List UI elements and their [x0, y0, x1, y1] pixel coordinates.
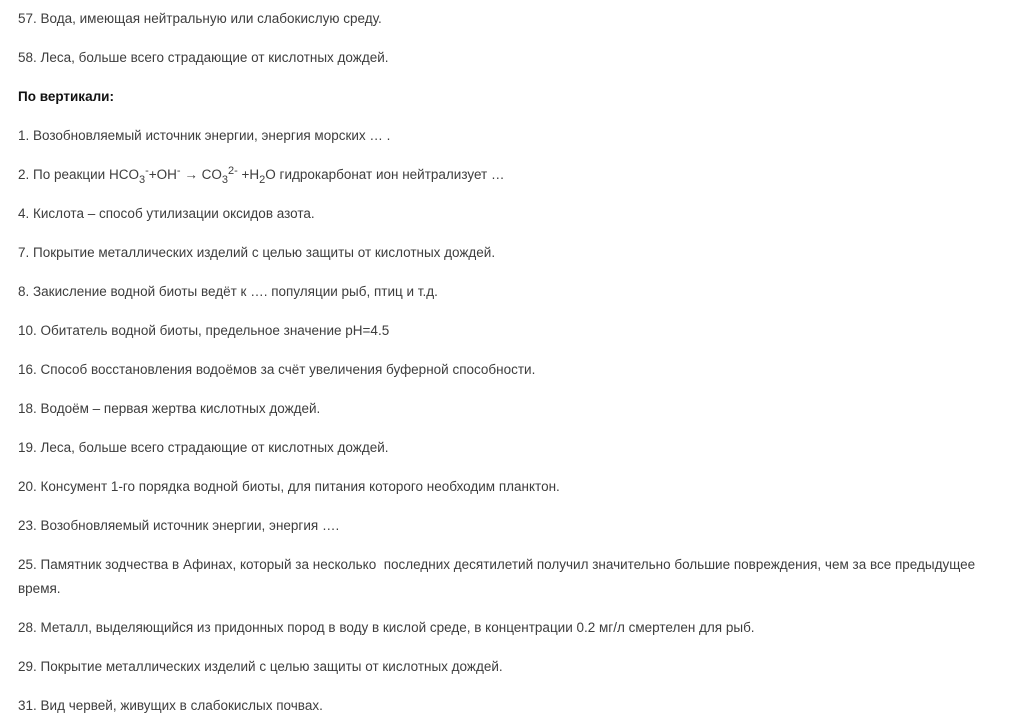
clue-number: 58. — [18, 50, 41, 65]
clue-text: Возобновляемый источник энергии, энергия …. — [40, 518, 340, 533]
clue-text: Покрытие металлических изделий с целью защиты от кислотных дождей. — [33, 245, 496, 260]
clue-item — [18, 319, 1012, 343]
clue-number: 8. — [18, 284, 34, 299]
clue-item — [18, 124, 1012, 148]
formula-sup: - — [176, 165, 181, 177]
clue-number: 4. — [18, 206, 34, 221]
clue-number: 25. — [18, 557, 41, 572]
formula-text: По реакции HCO — [33, 167, 139, 182]
clue-text: Леса, больше всего страдающие от кислотных дождей. — [40, 440, 389, 455]
clue-number: 2. — [18, 167, 34, 182]
clue-item — [18, 280, 1012, 304]
clue-number: 19. — [18, 440, 41, 455]
clue-text: Вода, имеющая нейтральную или слабокислую среду. — [40, 11, 382, 26]
clue-number: 18. — [18, 401, 41, 416]
clue-number: 57. — [18, 11, 41, 26]
clue-item — [18, 655, 1012, 679]
clue-text: Консумент 1-го порядка водной биоты, для питания которого необходим планктон. — [40, 479, 560, 494]
clue-number: 23. — [18, 518, 41, 533]
formula-text: → CO — [180, 167, 222, 182]
formula-text: O гидрокарбонат ион нейтрализует … — [265, 167, 505, 182]
clue-item — [18, 616, 1012, 640]
clue-text: Закисление водной биоты ведёт к …. популяции рыб, птиц и т.д. — [33, 284, 438, 299]
clue-item — [18, 241, 1012, 265]
clue-number: 29. — [18, 659, 41, 674]
formula-sup: - — [145, 165, 149, 177]
clue-item — [18, 553, 1012, 601]
clue-item — [18, 397, 1012, 421]
formula-sub: 3 — [138, 174, 146, 186]
formula-text: +H — [237, 167, 260, 182]
clue-text: Леса, больше всего страдающие от кислотных дождей. — [40, 50, 389, 65]
section-heading-vertical: По вертикали: — [18, 89, 114, 104]
clue-number: 16. — [18, 362, 41, 377]
clue-text: Обитатель водной биоты, предельное значение pH=4.5 — [40, 323, 390, 338]
clue-text: Возобновляемый источник энергии, энергия морских … . — [33, 128, 391, 143]
clue-item — [18, 514, 1012, 538]
formula-sub: 3 — [221, 174, 228, 186]
clue-number: 31. — [18, 698, 41, 713]
clue-number: 20. — [18, 479, 41, 494]
clue-list-across-tail — [18, 7, 1012, 70]
clue-text — [33, 165, 505, 186]
formula-sup: 2- — [227, 165, 238, 177]
clue-list-vertical — [18, 124, 1012, 718]
clue-item — [18, 46, 1012, 70]
clue-item — [18, 475, 1012, 499]
clue-item — [18, 7, 1012, 31]
formula-text: +OH — [148, 167, 177, 182]
clue-text: Памятник зодчества в Афинах, который за несколько последних десятилетий получил значительно большие повреждения, чем за все предыдущее время. — [18, 557, 979, 596]
formula-sub: 2 — [259, 174, 266, 186]
clue-item — [18, 202, 1012, 226]
clue-text: Металл, выделяющийся из придонных пород в воду в кислой среде, в концентрации 0.2 мг/л смертелен для рыб. — [40, 620, 755, 635]
clue-item — [18, 358, 1012, 382]
clue-number: 1. — [18, 128, 34, 143]
clue-item — [18, 694, 1012, 718]
clue-item — [18, 163, 1012, 187]
clue-item — [18, 436, 1012, 460]
clue-text: Вид червей, живущих в слабокислых почвах. — [40, 698, 323, 713]
clue-text: Покрытие металлических изделий с целью защиты от кислотных дождей. — [40, 659, 503, 674]
clue-number: 28. — [18, 620, 41, 635]
clue-text: Способ восстановления водоёмов за счёт увеличения буферной способности. — [40, 362, 536, 377]
clue-text: Кислота – способ утилизации оксидов азота. — [33, 206, 315, 221]
clue-number: 7. — [18, 245, 34, 260]
clue-text: Водоём – первая жертва кислотных дождей. — [40, 401, 321, 416]
clue-number: 10. — [18, 323, 41, 338]
